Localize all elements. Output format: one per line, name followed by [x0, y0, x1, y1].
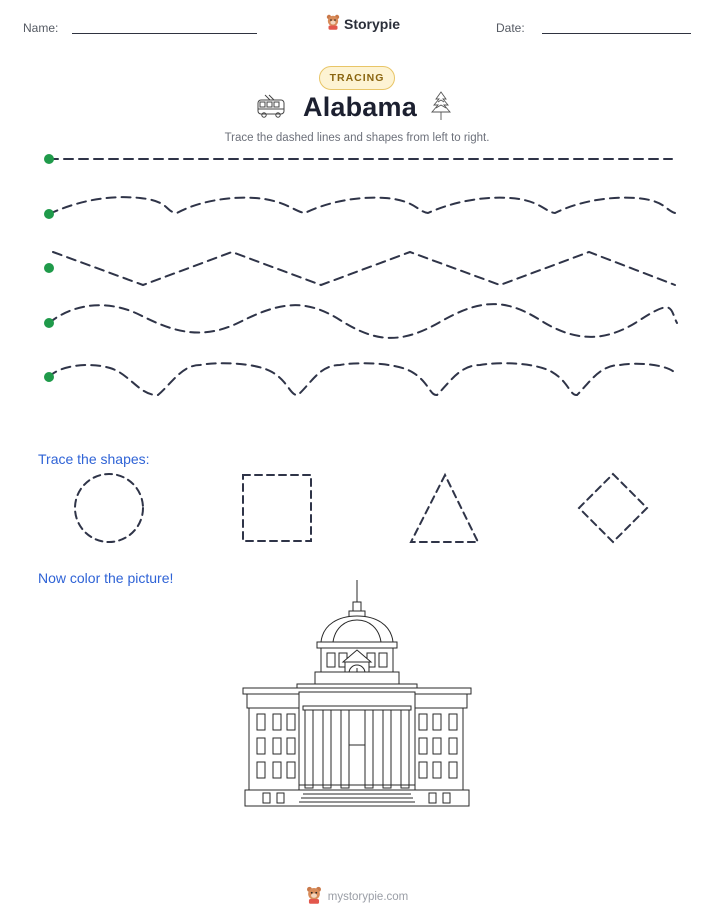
footer	[0, 886, 714, 907]
name-label: Name:	[23, 21, 59, 35]
trace-square	[243, 475, 311, 541]
date-label: Date:	[496, 21, 525, 35]
page-title: Alabama	[303, 92, 417, 122]
shapes-section-label: Trace the shapes:	[38, 451, 150, 467]
trace-diamond	[579, 474, 647, 542]
start-dot	[44, 318, 54, 328]
start-dot	[44, 154, 54, 164]
trace-circle	[75, 474, 143, 542]
date-line	[542, 33, 691, 34]
color-section-label: Now color the picture!	[38, 570, 174, 586]
instructions: Trace the dashed lines and shapes from left to right.	[224, 132, 490, 144]
pine-tree-icon	[430, 90, 452, 127]
tracing-badge: TRACING	[319, 66, 396, 90]
tracing-lines	[0, 140, 714, 400]
tracing-line-smooth-wave	[49, 304, 677, 338]
footer-site[interactable]: mystorypie.com	[327, 890, 409, 903]
tracing-line-humped-wave	[49, 363, 677, 395]
capitol-building-drawing	[243, 580, 471, 812]
start-dot	[44, 263, 54, 273]
name-line	[72, 33, 257, 34]
brand-name: Storypie	[344, 15, 401, 32]
start-dot	[44, 209, 54, 219]
start-dot	[44, 372, 54, 382]
tracing-line-bumpy-wave	[49, 197, 675, 214]
tracing-line-zigzag	[53, 252, 675, 285]
tracing-shapes	[0, 465, 714, 555]
bear-mascot-icon	[306, 886, 322, 907]
bear-mascot-icon	[326, 14, 340, 33]
trolley-bus-icon	[256, 92, 286, 125]
trace-triangle	[411, 475, 478, 542]
brand-logo	[326, 14, 400, 33]
